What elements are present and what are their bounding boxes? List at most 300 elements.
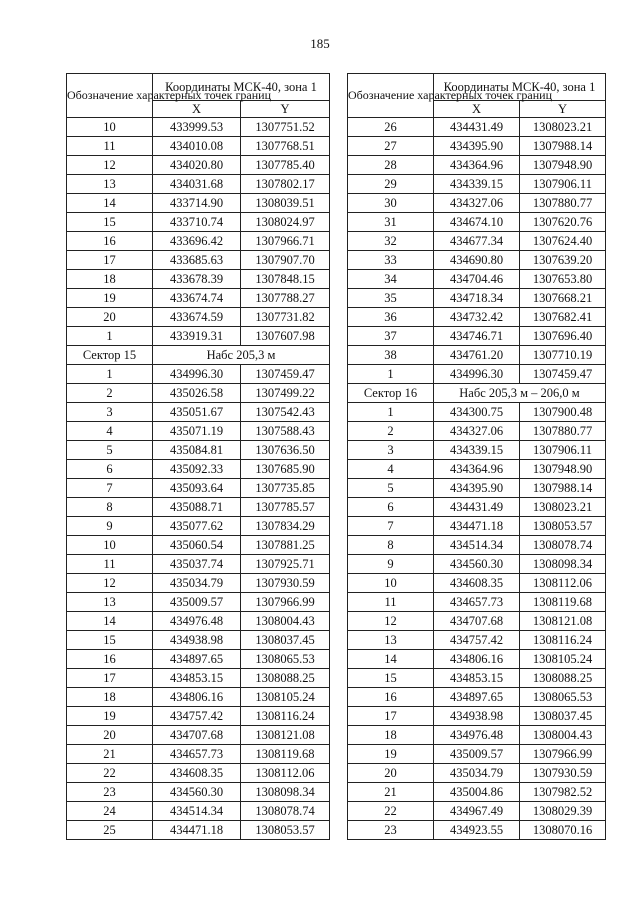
- point-cell: 1: [67, 365, 153, 384]
- y-coordinate-cell: 1307735.85: [241, 479, 330, 498]
- x-coordinate-cell: 433685.63: [153, 251, 241, 270]
- x-coordinate-cell: 434364.96: [434, 460, 520, 479]
- point-cell: 19: [348, 745, 434, 764]
- y-coordinate-cell: 1307636.50: [241, 441, 330, 460]
- sector-row: [348, 384, 606, 403]
- y-coordinate-cell: 1307802.17: [241, 175, 330, 194]
- x-coordinate-cell: 434897.65: [153, 650, 241, 669]
- table-row: [67, 137, 330, 156]
- point-cell: 19: [67, 707, 153, 726]
- x-coordinate-cell: 434806.16: [153, 688, 241, 707]
- table-row: [67, 118, 330, 137]
- x-coordinate-cell: 433710.74: [153, 213, 241, 232]
- x-coordinate-cell: 434020.80: [153, 156, 241, 175]
- x-coordinate-cell: 433919.31: [153, 327, 241, 346]
- point-cell: 5: [348, 479, 434, 498]
- y-coordinate-cell: 1307696.40: [520, 327, 606, 346]
- point-cell: 22: [348, 802, 434, 821]
- point-cell: 4: [348, 460, 434, 479]
- table-row: [348, 783, 606, 802]
- point-cell: 10: [67, 536, 153, 555]
- y-coordinate-cell: 1307620.76: [520, 213, 606, 232]
- point-cell: 24: [67, 802, 153, 821]
- table-row: [348, 517, 606, 536]
- x-coordinate-cell: 434339.15: [434, 175, 520, 194]
- x-coordinate-cell: 433674.74: [153, 289, 241, 308]
- x-coordinate-cell: 435034.79: [434, 764, 520, 783]
- y-coordinate-cell: 1307499.22: [241, 384, 330, 403]
- y-coordinate-cell: 1307948.90: [520, 460, 606, 479]
- x-coordinate-cell: 435071.19: [153, 422, 241, 441]
- y-coordinate-cell: 1308116.24: [241, 707, 330, 726]
- sector-name: Сектор 15: [67, 346, 153, 365]
- y-coordinate-cell: 1308119.68: [241, 745, 330, 764]
- x-coordinate-cell: 434853.15: [153, 669, 241, 688]
- table-row: [67, 422, 330, 441]
- point-cell: 13: [67, 593, 153, 612]
- x-coordinate-cell: 435077.62: [153, 517, 241, 536]
- table-row: [67, 308, 330, 327]
- table-row: [348, 327, 606, 346]
- table-row: [67, 251, 330, 270]
- x-coordinate-cell: 434514.34: [434, 536, 520, 555]
- header-designation: Обозначение характерных точек границ: [67, 74, 153, 118]
- sector-level: Набс 205,3 м – 206,0 м: [434, 384, 606, 403]
- point-cell: 13: [348, 631, 434, 650]
- y-coordinate-cell: 1307685.90: [241, 460, 330, 479]
- point-cell: 11: [348, 593, 434, 612]
- point-cell: 37: [348, 327, 434, 346]
- table-row: [348, 498, 606, 517]
- x-coordinate-cell: 435009.57: [153, 593, 241, 612]
- point-cell: 9: [67, 517, 153, 536]
- table-row: [67, 555, 330, 574]
- point-cell: 12: [67, 574, 153, 593]
- point-cell: 16: [67, 232, 153, 251]
- table-row: [348, 251, 606, 270]
- table-row: [67, 536, 330, 555]
- y-coordinate-cell: 1307588.43: [241, 422, 330, 441]
- table-row: [67, 441, 330, 460]
- y-coordinate-cell: 1307966.99: [520, 745, 606, 764]
- table-row: [348, 631, 606, 650]
- x-coordinate-cell: 434657.73: [434, 593, 520, 612]
- x-coordinate-cell: 434757.42: [153, 707, 241, 726]
- header-designation: Обозначение характерных точек границ: [348, 74, 434, 118]
- table-row: [348, 346, 606, 365]
- y-coordinate-cell: 1307731.82: [241, 308, 330, 327]
- x-coordinate-cell: 434677.34: [434, 232, 520, 251]
- point-cell: 7: [67, 479, 153, 498]
- y-coordinate-cell: 1308070.16: [520, 821, 606, 840]
- table-row: [348, 137, 606, 156]
- coordinates-table-left: [66, 73, 330, 840]
- y-coordinate-cell: 1307788.27: [241, 289, 330, 308]
- point-cell: 7: [348, 517, 434, 536]
- point-cell: 31: [348, 213, 434, 232]
- point-cell: 12: [67, 156, 153, 175]
- point-cell: 1: [67, 327, 153, 346]
- table-row: [67, 213, 330, 232]
- point-cell: 25: [67, 821, 153, 840]
- x-coordinate-cell: 434806.16: [434, 650, 520, 669]
- header-coordinate-system: Координаты МСК-40, зона 1: [434, 74, 606, 101]
- point-cell: 17: [348, 707, 434, 726]
- y-coordinate-cell: 1307751.52: [241, 118, 330, 137]
- x-coordinate-cell: 435093.64: [153, 479, 241, 498]
- table-row: [348, 688, 606, 707]
- point-cell: 11: [67, 137, 153, 156]
- header-x: X: [434, 101, 520, 118]
- y-coordinate-cell: 1307768.51: [241, 137, 330, 156]
- x-coordinate-cell: 434757.42: [434, 631, 520, 650]
- table-row: [67, 669, 330, 688]
- x-coordinate-cell: 434395.90: [434, 137, 520, 156]
- point-cell: 3: [67, 403, 153, 422]
- point-cell: 20: [348, 764, 434, 783]
- y-coordinate-cell: 1307930.59: [520, 764, 606, 783]
- y-coordinate-cell: 1308119.68: [520, 593, 606, 612]
- point-cell: 18: [67, 688, 153, 707]
- table-row: [348, 802, 606, 821]
- x-coordinate-cell: 434732.42: [434, 308, 520, 327]
- y-coordinate-cell: 1308065.53: [520, 688, 606, 707]
- table-row: [348, 479, 606, 498]
- x-coordinate-cell: 433999.53: [153, 118, 241, 137]
- y-coordinate-cell: 1307848.15: [241, 270, 330, 289]
- point-cell: 8: [67, 498, 153, 517]
- point-cell: 11: [67, 555, 153, 574]
- point-cell: 35: [348, 289, 434, 308]
- table-row: [67, 403, 330, 422]
- y-coordinate-cell: 1308023.21: [520, 498, 606, 517]
- point-cell: 32: [348, 232, 434, 251]
- x-coordinate-cell: 435092.33: [153, 460, 241, 479]
- y-coordinate-cell: 1308029.39: [520, 802, 606, 821]
- point-cell: 5: [67, 441, 153, 460]
- point-cell: 20: [67, 308, 153, 327]
- point-cell: 9: [348, 555, 434, 574]
- x-coordinate-cell: 434938.98: [434, 707, 520, 726]
- table-row: [348, 213, 606, 232]
- point-cell: 17: [67, 669, 153, 688]
- point-cell: 16: [348, 688, 434, 707]
- y-coordinate-cell: 1307881.25: [241, 536, 330, 555]
- x-coordinate-cell: 434707.68: [153, 726, 241, 745]
- y-coordinate-cell: 1308078.74: [241, 802, 330, 821]
- table-row: [348, 118, 606, 137]
- table-row: [67, 783, 330, 802]
- table-row: [67, 156, 330, 175]
- table-row: [348, 270, 606, 289]
- point-cell: 18: [348, 726, 434, 745]
- table-row: [67, 745, 330, 764]
- header-y: Y: [241, 101, 330, 118]
- y-coordinate-cell: 1308121.08: [241, 726, 330, 745]
- point-cell: 3: [348, 441, 434, 460]
- table-row: [67, 821, 330, 840]
- y-coordinate-cell: 1308105.24: [241, 688, 330, 707]
- table-row: [67, 593, 330, 612]
- y-coordinate-cell: 1308112.06: [520, 574, 606, 593]
- page-number: 185: [310, 36, 330, 51]
- point-cell: 2: [348, 422, 434, 441]
- y-coordinate-cell: 1307639.20: [520, 251, 606, 270]
- point-cell: 8: [348, 536, 434, 555]
- point-cell: 19: [67, 289, 153, 308]
- x-coordinate-cell: 434996.30: [434, 365, 520, 384]
- table-row: [348, 441, 606, 460]
- sector-level: Набс 205,3 м: [153, 346, 330, 365]
- table-row: [348, 764, 606, 783]
- point-cell: 23: [348, 821, 434, 840]
- table-row: [348, 232, 606, 251]
- table-row: [348, 460, 606, 479]
- table-row: [67, 612, 330, 631]
- y-coordinate-cell: 1307988.14: [520, 479, 606, 498]
- point-cell: 10: [67, 118, 153, 137]
- table-row: [67, 764, 330, 783]
- y-coordinate-cell: 1307542.43: [241, 403, 330, 422]
- y-coordinate-cell: 1307880.77: [520, 422, 606, 441]
- header-y: Y: [520, 101, 606, 118]
- y-coordinate-cell: 1308116.24: [520, 631, 606, 650]
- point-cell: 14: [67, 194, 153, 213]
- y-coordinate-cell: 1307906.11: [520, 175, 606, 194]
- y-coordinate-cell: 1308024.97: [241, 213, 330, 232]
- x-coordinate-cell: 434395.90: [434, 479, 520, 498]
- x-coordinate-cell: 434938.98: [153, 631, 241, 650]
- table-row: [67, 707, 330, 726]
- y-coordinate-cell: 1308065.53: [241, 650, 330, 669]
- x-coordinate-cell: 434364.96: [434, 156, 520, 175]
- x-coordinate-cell: 435034.79: [153, 574, 241, 593]
- x-coordinate-cell: 434707.68: [434, 612, 520, 631]
- table-row: [348, 669, 606, 688]
- point-cell: 4: [67, 422, 153, 441]
- table-row: [67, 270, 330, 289]
- x-coordinate-cell: 434704.46: [434, 270, 520, 289]
- point-cell: 6: [67, 460, 153, 479]
- x-coordinate-cell: 434431.49: [434, 118, 520, 137]
- x-coordinate-cell: 434853.15: [434, 669, 520, 688]
- table-body: [67, 118, 330, 840]
- point-cell: 10: [348, 574, 434, 593]
- y-coordinate-cell: 1307948.90: [520, 156, 606, 175]
- y-coordinate-cell: 1308088.25: [241, 669, 330, 688]
- y-coordinate-cell: 1308023.21: [520, 118, 606, 137]
- table-row: [67, 802, 330, 821]
- sector-name: Сектор 16: [348, 384, 434, 403]
- point-cell: 22: [67, 764, 153, 783]
- x-coordinate-cell: 434560.30: [153, 783, 241, 802]
- table-row: [67, 479, 330, 498]
- point-cell: 16: [67, 650, 153, 669]
- y-coordinate-cell: 1307982.52: [520, 783, 606, 802]
- y-coordinate-cell: 1307653.80: [520, 270, 606, 289]
- y-coordinate-cell: 1308037.45: [520, 707, 606, 726]
- point-cell: 2: [67, 384, 153, 403]
- x-coordinate-cell: 434976.48: [153, 612, 241, 631]
- point-cell: 1: [348, 365, 434, 384]
- table-row: [348, 365, 606, 384]
- point-cell: 20: [67, 726, 153, 745]
- point-cell: 1: [348, 403, 434, 422]
- point-cell: 38: [348, 346, 434, 365]
- table-row: [348, 156, 606, 175]
- y-coordinate-cell: 1307834.29: [241, 517, 330, 536]
- point-cell: 17: [67, 251, 153, 270]
- y-coordinate-cell: 1308098.34: [241, 783, 330, 802]
- y-coordinate-cell: 1308037.45: [241, 631, 330, 650]
- x-coordinate-cell: 434608.35: [434, 574, 520, 593]
- x-coordinate-cell: 435037.74: [153, 555, 241, 574]
- table-row: [348, 308, 606, 327]
- x-coordinate-cell: 434967.49: [434, 802, 520, 821]
- y-coordinate-cell: 1307785.57: [241, 498, 330, 517]
- y-coordinate-cell: 1308121.08: [520, 612, 606, 631]
- x-coordinate-cell: 434608.35: [153, 764, 241, 783]
- point-cell: 6: [348, 498, 434, 517]
- x-coordinate-cell: 434690.80: [434, 251, 520, 270]
- point-cell: 26: [348, 118, 434, 137]
- y-coordinate-cell: 1307930.59: [241, 574, 330, 593]
- point-cell: 36: [348, 308, 434, 327]
- x-coordinate-cell: 434471.18: [153, 821, 241, 840]
- x-coordinate-cell: 434339.15: [434, 441, 520, 460]
- y-coordinate-cell: 1307900.48: [520, 403, 606, 422]
- y-coordinate-cell: 1307459.47: [241, 365, 330, 384]
- y-coordinate-cell: 1308098.34: [520, 555, 606, 574]
- table-row: [67, 574, 330, 593]
- point-cell: 18: [67, 270, 153, 289]
- table-row: [67, 688, 330, 707]
- x-coordinate-cell: 434327.06: [434, 194, 520, 213]
- point-cell: 27: [348, 137, 434, 156]
- x-coordinate-cell: 434674.10: [434, 213, 520, 232]
- table-row: [67, 327, 330, 346]
- point-cell: 29: [348, 175, 434, 194]
- header-coordinate-system: Координаты МСК-40, зона 1: [153, 74, 330, 101]
- table-row: [348, 612, 606, 631]
- x-coordinate-cell: 434923.55: [434, 821, 520, 840]
- y-coordinate-cell: 1307785.40: [241, 156, 330, 175]
- x-coordinate-cell: 434300.75: [434, 403, 520, 422]
- table-row: [67, 631, 330, 650]
- y-coordinate-cell: 1307710.19: [520, 346, 606, 365]
- x-coordinate-cell: 435009.57: [434, 745, 520, 764]
- x-coordinate-cell: 434746.71: [434, 327, 520, 346]
- y-coordinate-cell: 1307906.11: [520, 441, 606, 460]
- x-coordinate-cell: 435051.67: [153, 403, 241, 422]
- table-row: [67, 726, 330, 745]
- x-coordinate-cell: 435060.54: [153, 536, 241, 555]
- point-cell: 28: [348, 156, 434, 175]
- y-coordinate-cell: 1307668.21: [520, 289, 606, 308]
- point-cell: 15: [67, 631, 153, 650]
- point-cell: 15: [348, 669, 434, 688]
- table-row: [348, 726, 606, 745]
- table-row: [348, 403, 606, 422]
- y-coordinate-cell: 1308004.43: [241, 612, 330, 631]
- table-row: [67, 232, 330, 251]
- point-cell: 21: [348, 783, 434, 802]
- y-coordinate-cell: 1307988.14: [520, 137, 606, 156]
- table-row: [348, 536, 606, 555]
- y-coordinate-cell: 1308078.74: [520, 536, 606, 555]
- x-coordinate-cell: 434996.30: [153, 365, 241, 384]
- table-row: [348, 745, 606, 764]
- y-coordinate-cell: 1307682.41: [520, 308, 606, 327]
- x-coordinate-cell: 434471.18: [434, 517, 520, 536]
- point-cell: 33: [348, 251, 434, 270]
- y-coordinate-cell: 1307925.71: [241, 555, 330, 574]
- table-row: [348, 555, 606, 574]
- table-body: [348, 118, 606, 840]
- point-cell: 21: [67, 745, 153, 764]
- coordinates-table-right: [347, 73, 606, 840]
- x-coordinate-cell: 433696.42: [153, 232, 241, 251]
- table-row: [348, 194, 606, 213]
- y-coordinate-cell: 1307966.71: [241, 232, 330, 251]
- y-coordinate-cell: 1308039.51: [241, 194, 330, 213]
- y-coordinate-cell: 1308088.25: [520, 669, 606, 688]
- x-coordinate-cell: 433714.90: [153, 194, 241, 213]
- y-coordinate-cell: 1308105.24: [520, 650, 606, 669]
- point-cell: 12: [348, 612, 434, 631]
- point-cell: 30: [348, 194, 434, 213]
- y-coordinate-cell: 1307966.99: [241, 593, 330, 612]
- y-coordinate-cell: 1307880.77: [520, 194, 606, 213]
- table-row: [348, 175, 606, 194]
- sector-row: [67, 346, 330, 365]
- table-row: [348, 650, 606, 669]
- header-x: X: [153, 101, 241, 118]
- table-row: [348, 574, 606, 593]
- table-row: [348, 707, 606, 726]
- table-row: [348, 422, 606, 441]
- point-cell: 23: [67, 783, 153, 802]
- table-row: [67, 460, 330, 479]
- y-coordinate-cell: 1307624.40: [520, 232, 606, 251]
- point-cell: 15: [67, 213, 153, 232]
- x-coordinate-cell: 433674.59: [153, 308, 241, 327]
- y-coordinate-cell: 1308004.43: [520, 726, 606, 745]
- y-coordinate-cell: 1307459.47: [520, 365, 606, 384]
- y-coordinate-cell: 1308053.57: [241, 821, 330, 840]
- table-row: [348, 821, 606, 840]
- x-coordinate-cell: 434718.34: [434, 289, 520, 308]
- table-row: [348, 593, 606, 612]
- x-coordinate-cell: 434514.34: [153, 802, 241, 821]
- y-coordinate-cell: 1308112.06: [241, 764, 330, 783]
- x-coordinate-cell: 435084.81: [153, 441, 241, 460]
- table-row: [67, 650, 330, 669]
- table-row: [67, 517, 330, 536]
- table-row: [67, 384, 330, 403]
- x-coordinate-cell: 434897.65: [434, 688, 520, 707]
- x-coordinate-cell: 434431.49: [434, 498, 520, 517]
- y-coordinate-cell: 1307907.70: [241, 251, 330, 270]
- x-coordinate-cell: 433678.39: [153, 270, 241, 289]
- x-coordinate-cell: 434560.30: [434, 555, 520, 574]
- x-coordinate-cell: 434976.48: [434, 726, 520, 745]
- y-coordinate-cell: 1308053.57: [520, 517, 606, 536]
- table-row: [348, 289, 606, 308]
- x-coordinate-cell: 434657.73: [153, 745, 241, 764]
- table-row: [67, 498, 330, 517]
- point-cell: 34: [348, 270, 434, 289]
